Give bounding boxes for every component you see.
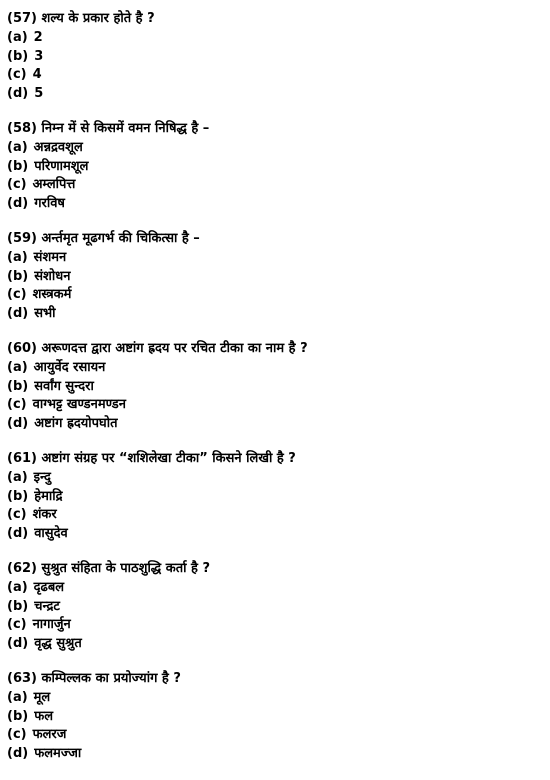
option-text: वाग्भट्ट खण्डनमण्डन <box>32 397 126 412</box>
question-text: (57) शल्य के प्रकार होते है ? <box>7 11 155 26</box>
option-key: (d) <box>7 525 29 541</box>
option-b <box>7 598 543 617</box>
option-c <box>7 506 543 525</box>
option-text: चन्द्रट <box>34 598 60 614</box>
option-text: सभी <box>34 305 56 321</box>
question-60 <box>7 340 543 433</box>
option-d <box>7 635 543 654</box>
option-key: (c) <box>7 507 27 522</box>
option-b <box>7 158 543 177</box>
option-text: फलरज <box>32 727 67 742</box>
option-key: (b) <box>7 378 29 394</box>
question-59 <box>7 230 543 323</box>
option-d <box>7 85 543 104</box>
option-key: (b) <box>7 708 29 724</box>
option-key: (a) <box>7 470 28 485</box>
option-text: इन्दु <box>33 470 51 485</box>
option-b <box>7 708 543 727</box>
question-62 <box>7 560 543 653</box>
option-b <box>7 268 543 287</box>
option-a <box>7 359 543 378</box>
option-key: (d) <box>7 635 29 651</box>
option-text: सर्वांग सुन्दरा <box>34 378 94 394</box>
option-d <box>7 745 543 764</box>
option-text: गरविष <box>34 195 65 211</box>
question-58 <box>7 120 543 213</box>
option-key: (d) <box>7 305 29 321</box>
option-key: (a) <box>7 30 28 45</box>
question-text: (60) अरूणदत्त द्वारा अष्टांग ह्रदय पर रचित टीका का नाम है ? <box>7 341 308 356</box>
option-a <box>7 689 543 708</box>
option-key: (d) <box>7 745 29 761</box>
question-text: (59) अर्न्तमृत मूढगर्भ की चिकित्सा है – <box>7 231 200 246</box>
question-sheet <box>7 10 543 780</box>
option-text: अन्नद्रवशूल <box>33 140 83 155</box>
option-text: अष्टांग ह्रदयोपघोत <box>34 415 118 431</box>
option-key: (d) <box>7 415 29 431</box>
option-key: (d) <box>7 85 29 101</box>
option-text: संशमन <box>33 250 67 265</box>
option-c <box>7 616 543 635</box>
option-text: परिणामशूल <box>34 158 89 174</box>
option-a <box>7 249 543 268</box>
option-key: (d) <box>7 195 29 211</box>
option-c <box>7 286 543 305</box>
option-text: संशोधन <box>34 268 71 284</box>
option-key: (c) <box>7 397 27 412</box>
option-d <box>7 195 543 214</box>
question-text: (58) निम्न में से किसमें वमन निषिद्ध है – <box>7 121 210 136</box>
option-text: 4 <box>32 67 42 82</box>
option-text: 2 <box>33 30 43 45</box>
option-a <box>7 469 543 488</box>
option-text: नागार्जुन <box>32 617 71 632</box>
option-key: (c) <box>7 617 27 632</box>
option-a <box>7 29 543 48</box>
option-text: 5 <box>34 85 44 101</box>
option-c <box>7 176 543 195</box>
option-b <box>7 378 543 397</box>
option-key: (a) <box>7 690 28 705</box>
option-text: फलमज्जा <box>34 745 82 761</box>
option-text: वासुदेव <box>34 525 68 541</box>
option-key: (b) <box>7 48 29 64</box>
option-text: शस्त्रकर्म <box>32 287 72 302</box>
option-a <box>7 139 543 158</box>
question-63 <box>7 670 543 763</box>
option-c <box>7 396 543 415</box>
option-text: हेमाद्रि <box>34 488 63 504</box>
option-text: मूल <box>33 690 51 705</box>
option-text: आयुर्वेद रसायन <box>33 360 106 375</box>
option-text: 3 <box>34 48 44 64</box>
option-key: (a) <box>7 140 28 155</box>
question-57 <box>7 10 543 103</box>
option-text: फल <box>34 708 54 724</box>
option-text: दृढबल <box>33 580 65 595</box>
option-d <box>7 415 543 434</box>
option-b <box>7 48 543 67</box>
option-c <box>7 66 543 85</box>
option-key: (a) <box>7 250 28 265</box>
option-text: अम्लपित्त <box>32 177 76 192</box>
question-text: (63) कम्पिल्लक का प्रयोज्यांग है ? <box>7 671 181 686</box>
option-b <box>7 488 543 507</box>
option-c <box>7 726 543 745</box>
option-key: (c) <box>7 67 27 82</box>
option-key: (b) <box>7 598 29 614</box>
option-key: (c) <box>7 287 27 302</box>
option-d <box>7 305 543 324</box>
question-61 <box>7 450 543 543</box>
option-d <box>7 525 543 544</box>
option-a <box>7 579 543 598</box>
question-text: (61) अष्टांग संग्रह पर “शशिलेखा टीका” किसने लिखी है ? <box>7 451 296 466</box>
question-text: (62) सुश्रुत संहिता के पाठशुद्धि कर्ता है ? <box>7 561 210 576</box>
option-key: (a) <box>7 360 28 375</box>
option-key: (b) <box>7 488 29 504</box>
option-key: (c) <box>7 177 27 192</box>
option-key: (b) <box>7 268 29 284</box>
option-key: (b) <box>7 158 29 174</box>
option-key: (c) <box>7 727 27 742</box>
option-text: वृद्ध सुश्रुत <box>34 635 82 651</box>
option-key: (a) <box>7 580 28 595</box>
option-text: शंकर <box>32 507 57 522</box>
